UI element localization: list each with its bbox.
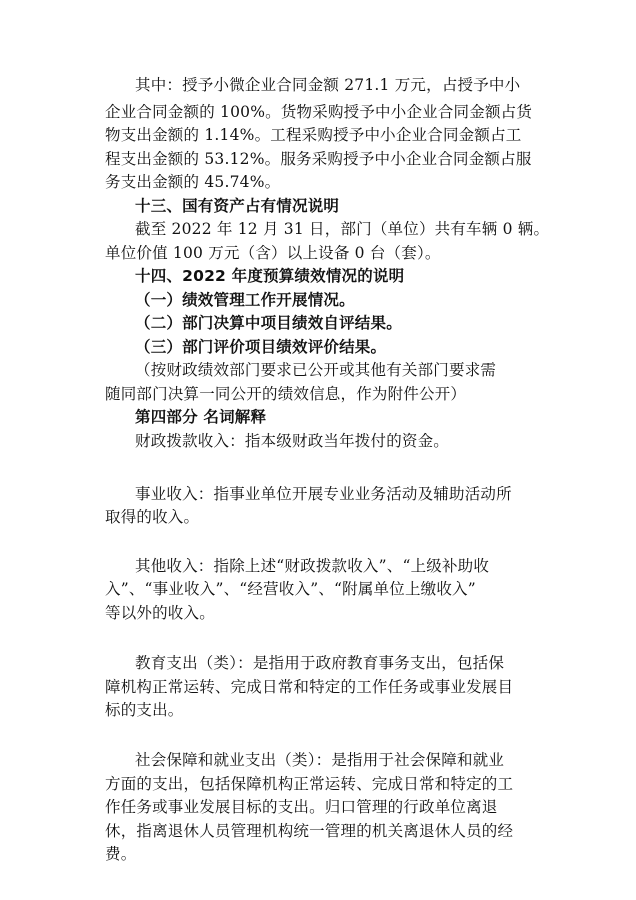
definition-text: 标的支出。 [105,701,184,719]
definition-text: 费。 [105,845,137,863]
definition-text: 作任务或事业发展目标的支出。归口管理的行政单位离退 [105,798,498,816]
definition-text: 方面的支出，包括保障机构正常运转、完成日常和特定的工 [105,775,514,793]
text-line: 企业合同金额的 100%。货物采购授予中小企业合同金额占货 [105,103,533,121]
definition-text: 财政拨款收入：指本级财政当年拨付的资金。 [135,432,450,450]
definition-text: 等以外的收入。 [105,604,215,622]
section-heading: 十三、国有资产占有情况说明 [135,197,340,215]
section-heading: 十四、2022 年度预算绩效情况的说明 [135,267,405,285]
definition-text: 其他收入：指除上述“财政拨款收入”、“上级补助收 [135,557,490,575]
subsection-heading: （一）绩效管理工作开展情况。 [135,291,355,309]
subsection-heading: （二）部门决算中项目绩效自评结果。 [135,314,402,332]
definition-text: 事业收入：指事业单位开展专业业务活动及辅助活动所 [135,485,512,503]
text-line: （按财政绩效部门要求已公开或其他有关部门要求需 [135,361,497,379]
subsection-heading: （三）部门评价项目绩效评价结果。 [135,338,387,356]
definition-text: 教育支出（类）：是指用于政府教育事务支出，包括保 [135,654,505,672]
definition-text: 障机构正常运转、完成日常和特定的工作任务或事业发展目 [105,678,514,696]
definition-text: 休，指离退休人员管理机构统一管理的机关离退休人员的经 [105,822,514,840]
text-line: 务支出金额的 45.74%。 [105,173,281,191]
text-line: 程支出金额的 53.12%。服务采购授予中小企业合同金额占服 [105,150,532,168]
text-line: 随同部门决算一同公开的绩效信息，作为附件公开） [105,385,467,403]
text-line: 单位价值 100 万元（含）以上设备 0 台（套）。 [105,244,441,262]
text-line: 截至 2022 年 12 月 31 日，部门（单位）共有车辆 0 辆。 [135,220,550,238]
definition-text: 入”、“事业收入”、“经营收入”、“附属单位上缴收入” [105,580,476,598]
part-heading: 第四部分 名词解释 [135,408,267,426]
definition-text: 社会保障和就业支出（类）：是指用于社会保障和就业 [135,751,505,769]
text-line: 物支出金额的 1.14%。工程采购授予中小企业合同金额占工 [105,126,522,144]
definition-text: 取得的收入。 [105,508,200,526]
text-line: 其中：授予小微企业合同金额 271.1 万元，占授予中小 [135,76,521,94]
